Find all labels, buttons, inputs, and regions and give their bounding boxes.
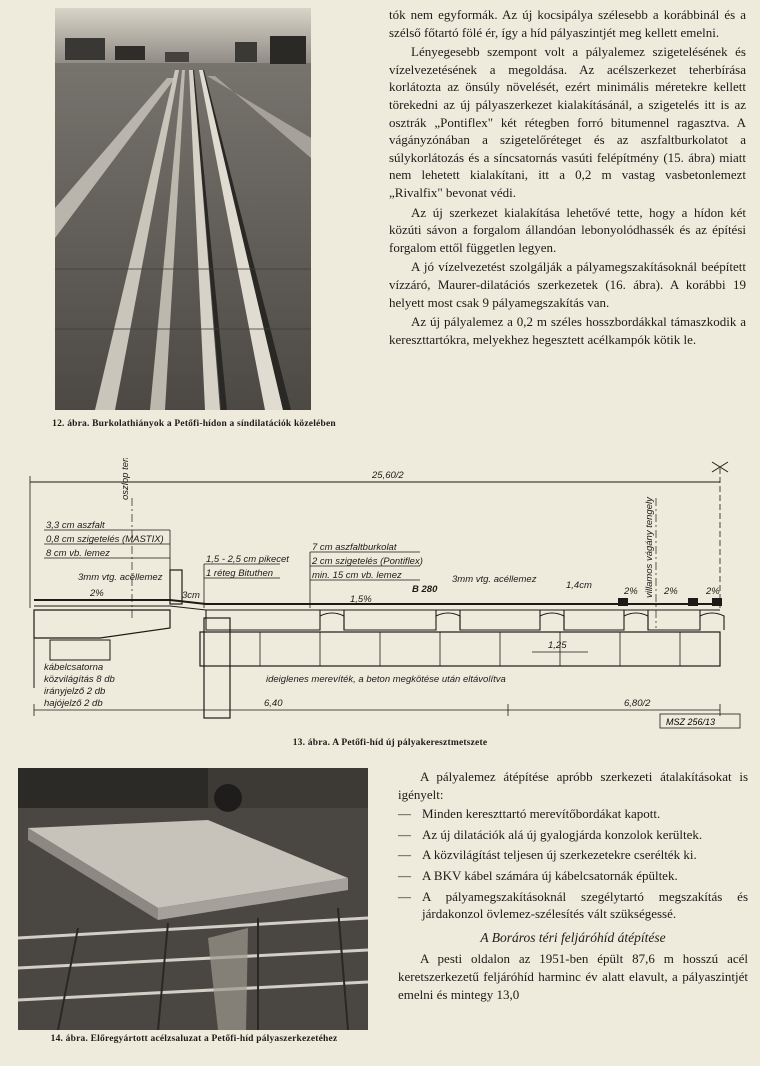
dim-top: 25,60/2 <box>372 470 404 481</box>
list-item: — Minden kereszttartó merevítőbordákat kapott. <box>398 806 661 822</box>
cable-row-1: közvilágítás 8 db <box>44 674 115 685</box>
paragraph-5: Az új pályalemez a 0,2 m széles hosszbordákkal támaszkodik a kereszttartókra, melyekhez hegesztett acélkampók kötik le. <box>389 314 746 347</box>
last-paragraph: A pesti oldalon az 1951-ben épült 87,6 m hosszú acél keretszerkezetű feljáróhíd harminc év alatt elavult, a pályaszintjét emelni és mintegy 13,0 <box>398 951 748 1002</box>
dim-right: 6,80/2 <box>624 698 651 709</box>
layer-left-2: 0,8 cm szigetelés (MASTIX) <box>46 534 164 545</box>
slope-right-1: 2% <box>624 586 638 597</box>
figure-14-caption: 14. ábra. Előregyártott acélzsaluzat a Petőfi-híd pályaszerkezetéhez <box>50 1034 338 1044</box>
figure-13-drawing <box>20 458 750 730</box>
list-item: — A közvilágítást teljesen új szerkezetekre cserélték ki. <box>398 847 697 863</box>
layer-center-3: min. 15 cm vb. lemez <box>312 570 402 581</box>
cable-row-2: irányjelző 2 db <box>44 686 106 697</box>
right-column-top-text <box>389 6 746 350</box>
layer-center-1: 7 cm aszfaltburkolat <box>312 542 397 553</box>
cable-row-3: hajójelző 2 db <box>44 698 103 709</box>
section-heading: A Boráros téri feljáróhíd átépítése <box>480 929 666 945</box>
steel-plate-right: 3mm vtg. acéllemez <box>452 574 537 585</box>
thickness-right: 1,4cm <box>566 580 592 591</box>
slope-left: 2% <box>90 588 104 599</box>
list-intro: A pályalemez átépítése apróbb szerkezeti átalakításokat is igényelt: <box>398 769 748 802</box>
modification-list <box>398 805 748 923</box>
dim-3cm: 3cm <box>182 590 200 601</box>
layer-center-2: 2 cm szigetelés (Pontiflex) <box>312 556 423 567</box>
list-item: — A pályamegszakításoknál szegélytartó megszakítás és járdakonzol övlemez-szélesítés vált szükségessé. <box>398 888 748 922</box>
formwork-illustration <box>18 768 368 1030</box>
concrete-grade: B 280 <box>412 584 438 595</box>
slope-right-2: 2% <box>664 586 678 597</box>
road-rails-illustration <box>55 8 311 410</box>
paragraph-3: Az új szerkezet kialakítása lehetővé tette, hogy a hídon két közúti sávon a forgalom állandóan lebonyolódhassék és az építési forgalom ettől független legyen. <box>389 204 746 255</box>
figure-12-caption: 12. ábra. Burkolathiányok a Petőfi-hídon a síndilatációk közelében <box>52 419 336 429</box>
list-item: — Az új dilatációk alá új gyalogjárda konzolok kerültek. <box>398 826 703 842</box>
cable-title: kábelcsatorna <box>44 662 104 673</box>
steel-plate-left: 3mm vtg. acéllemez <box>78 572 163 583</box>
axis-label-right: villamos vágány tengely <box>644 497 655 598</box>
paragraph-2: Lényegesebb szempont volt a pályalemez szigetelésének és vízelvezetésének a megoldása. Az acélszerkezet teherbírása korlátozta az önsúly növelését, ezért minimális méretekre kellett törekedni az új pályaszerkezet kialakításánál, a szigetelés itt is az osztrák „Pontiflex" két rétegben forró bitumennel ragasztva. A vágányzónában a szigetelőréteget és az aszfaltburkolatot a súlykorlátozás és a síncsatornás vasúti felépítmény (15. ábra) miatt nem lehetett kialakítani, itt a 0,2 m vastag vasbetonlemezt „Rivalfix" bevonat védi. <box>389 44 746 200</box>
axis-label-left: oszlop tengely <box>120 458 131 500</box>
layer-mid-2: 1 réteg Bituthen <box>206 568 274 579</box>
layer-mid-1: 1,5 - 2,5 cm pikecet <box>206 554 289 565</box>
slope-right-3: 2% <box>706 586 720 597</box>
list-item: — A BKV kábel számára új kábelcsatornák épültek. <box>398 867 678 883</box>
standard-label: MSZ 256/13 <box>666 717 716 727</box>
figure-14-photo <box>18 768 368 1030</box>
figure-13-caption: 13. ábra. A Petőfi-híd új pályakeresztmetszete <box>292 738 488 748</box>
layer-left-1: 3,3 cm aszfalt <box>46 520 105 531</box>
right-column-bottom-text <box>398 768 748 1005</box>
layer-left-3: 8 cm vb. lemez <box>46 548 110 559</box>
slope-mid: 1,5% <box>350 594 372 605</box>
dim-left: 6,40 <box>264 698 283 709</box>
cross-section-svg <box>20 458 750 730</box>
paragraph-4: A jó vízelvezetést szolgálják a pályamegszakításoknál beépített vízzáró, Maurer-dilatációs szerkezetek (16. ábra). A korábbi 19 helyett most csak 9 pályamegszakítás van. <box>389 259 746 310</box>
dim-125: 1,25 <box>548 640 567 651</box>
figure-12-photo <box>55 8 311 410</box>
stiffener-note: ideiglenes merevíték, a beton megkötése után eltávolítva <box>266 674 506 685</box>
paragraph-1: tók nem egyformák. Az új kocsipálya szélesebb a korábbinál és a szélső főtartó fölé ér, így a híd pályaszintjét meg kellett emelni. <box>389 7 746 40</box>
